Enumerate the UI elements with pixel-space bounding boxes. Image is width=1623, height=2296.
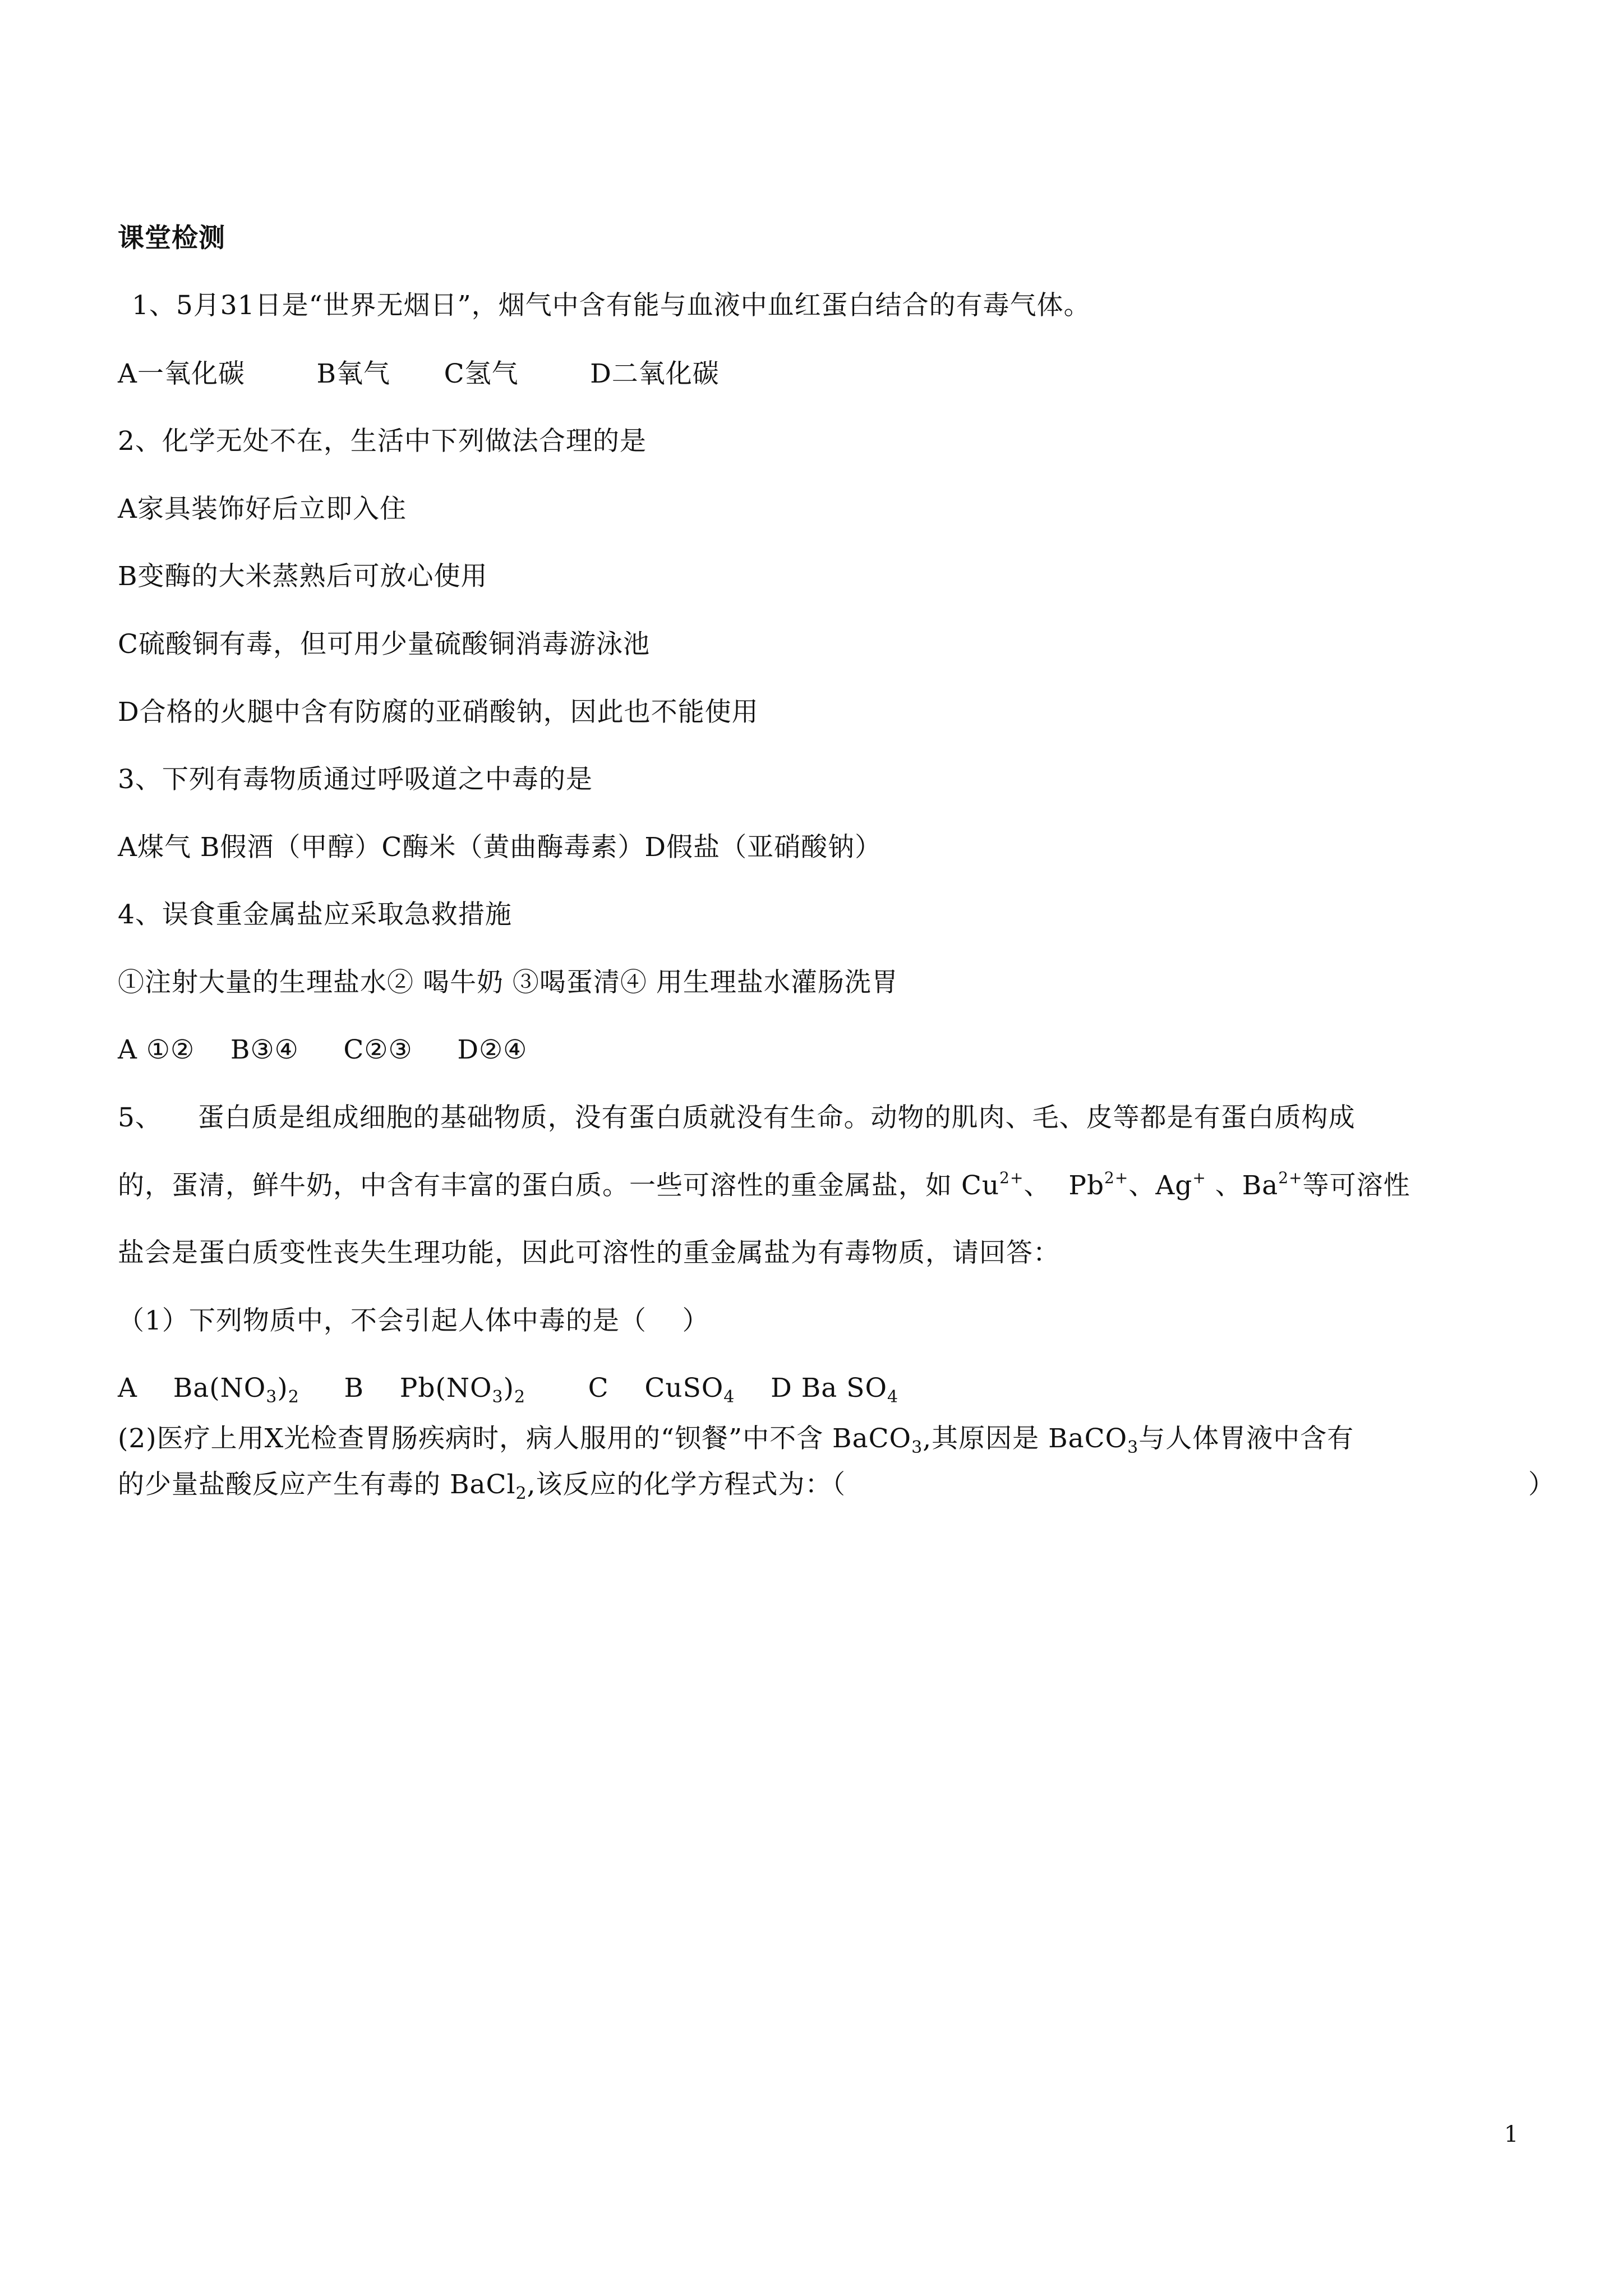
question-3-text: 3、下列有毒物质通过呼吸道之中毒的是 bbox=[118, 764, 593, 795]
question-1-options: A一氧化碳 B氧气 C氢气 D二氧化碳 bbox=[118, 358, 720, 389]
subscript: 4 bbox=[887, 1387, 899, 1407]
page-number: 1 bbox=[1504, 2122, 1519, 2147]
q5-line2-part: 、 Pb bbox=[1023, 1170, 1105, 1201]
subscript: 2 bbox=[514, 1387, 526, 1407]
subscript: 3 bbox=[1127, 1438, 1139, 1457]
question-5-sub-1: （1）下列物质中，不会引起人体中毒的是（ ） bbox=[118, 1305, 709, 1336]
cu-charge: 2+ bbox=[999, 1168, 1024, 1187]
subscript: 3 bbox=[492, 1387, 504, 1407]
option-d: D Ba SO bbox=[735, 1373, 888, 1404]
sub2-part: 的少量盐酸反应产生有毒的 BaCl bbox=[118, 1469, 516, 1500]
question-2-option-b: B变酶的大米蒸熟后可放心使用 bbox=[118, 561, 488, 592]
subscript: 3 bbox=[266, 1387, 278, 1407]
subscript: 2 bbox=[515, 1484, 527, 1503]
sub2-part: ,其原因是 BaCO bbox=[923, 1423, 1128, 1454]
option-b: B Pb(NO bbox=[299, 1373, 492, 1404]
q5-line2-part: 、Ag bbox=[1128, 1170, 1193, 1201]
ba-charge: 2+ bbox=[1278, 1168, 1303, 1187]
subscript: 3 bbox=[911, 1438, 923, 1457]
subscript: 2 bbox=[288, 1387, 299, 1407]
question-2-option-a: A家具装饰好后立即入住 bbox=[118, 494, 407, 524]
q5-line2-part: 的，蛋清，鲜牛奶，中含有丰富的蛋白质。一些可溶性的重金属盐，如 Cu bbox=[118, 1170, 1000, 1201]
question-4-options: A ①② B③④ C②③ D②④ bbox=[118, 1034, 528, 1065]
question-5-sub-2-line-1 bbox=[118, 1422, 1354, 1456]
question-1-text: 1、5月31日是“世界无烟日”，烟气中含有能与血液中血红蛋白结合的有毒气体。 bbox=[132, 290, 1091, 321]
option-c: C CuSO bbox=[525, 1373, 724, 1404]
question-2-text: 2、化学无处不在，生活中下列做法合理的是 bbox=[118, 426, 647, 457]
section-heading: 课堂检测 bbox=[118, 223, 225, 254]
sub2-part: ,该反应的化学方程式为：（ bbox=[527, 1469, 846, 1500]
sub2-part: (2)医疗上用X光检查胃肠疾病时，病人服用的“钡餐”中不含 BaCO bbox=[118, 1423, 912, 1454]
question-4-items: ①注射大量的生理盐水② 喝牛奶 ③喝蛋清④ 用生理盐水灌肠洗胃 bbox=[118, 967, 898, 998]
question-3-options: A煤气 B假酒（甲醇）C酶米（黄曲酶毒素）D假盐（亚硝酸钠） bbox=[118, 832, 882, 863]
ag-charge: + bbox=[1192, 1168, 1206, 1187]
question-5-line-2 bbox=[118, 1169, 1410, 1203]
subscript: 4 bbox=[723, 1387, 735, 1407]
option-b-end: ) bbox=[503, 1373, 514, 1404]
question-4-text: 4、误食重金属盐应采取急救措施 bbox=[118, 899, 512, 930]
question-5-line-3: 盐会是蛋白质变性丧失生理功能，因此可溶性的重金属盐为有毒物质，请回答： bbox=[118, 1237, 1060, 1268]
answer-bracket-close: ） bbox=[1528, 1469, 1555, 1500]
question-2-option-c: C硫酸铜有毒，但可用少量硫酸铜消毒游泳池 bbox=[118, 629, 650, 660]
question-5-sub-2-line-2 bbox=[118, 1468, 846, 1502]
option-a-end: ) bbox=[277, 1373, 288, 1404]
question-5-line-1: 5、 蛋白质是组成细胞的基础物质，没有蛋白质就没有生命。动物的肌肉、毛、皮等都是有蛋白质构成 bbox=[118, 1102, 1355, 1133]
pb-charge: 2+ bbox=[1104, 1168, 1129, 1187]
sub2-part: 与人体胃液中含有 bbox=[1138, 1423, 1354, 1454]
q5-line2-part: 、Ba bbox=[1206, 1170, 1279, 1201]
question-2-option-d: D合格的火腿中含有防腐的亚硝酸钠，因此也不能使用 bbox=[118, 697, 759, 728]
q5-line2-part: 等可溶性 bbox=[1302, 1170, 1410, 1201]
option-a: A Ba(NO bbox=[118, 1373, 266, 1404]
question-5-sub-1-options bbox=[118, 1372, 898, 1405]
